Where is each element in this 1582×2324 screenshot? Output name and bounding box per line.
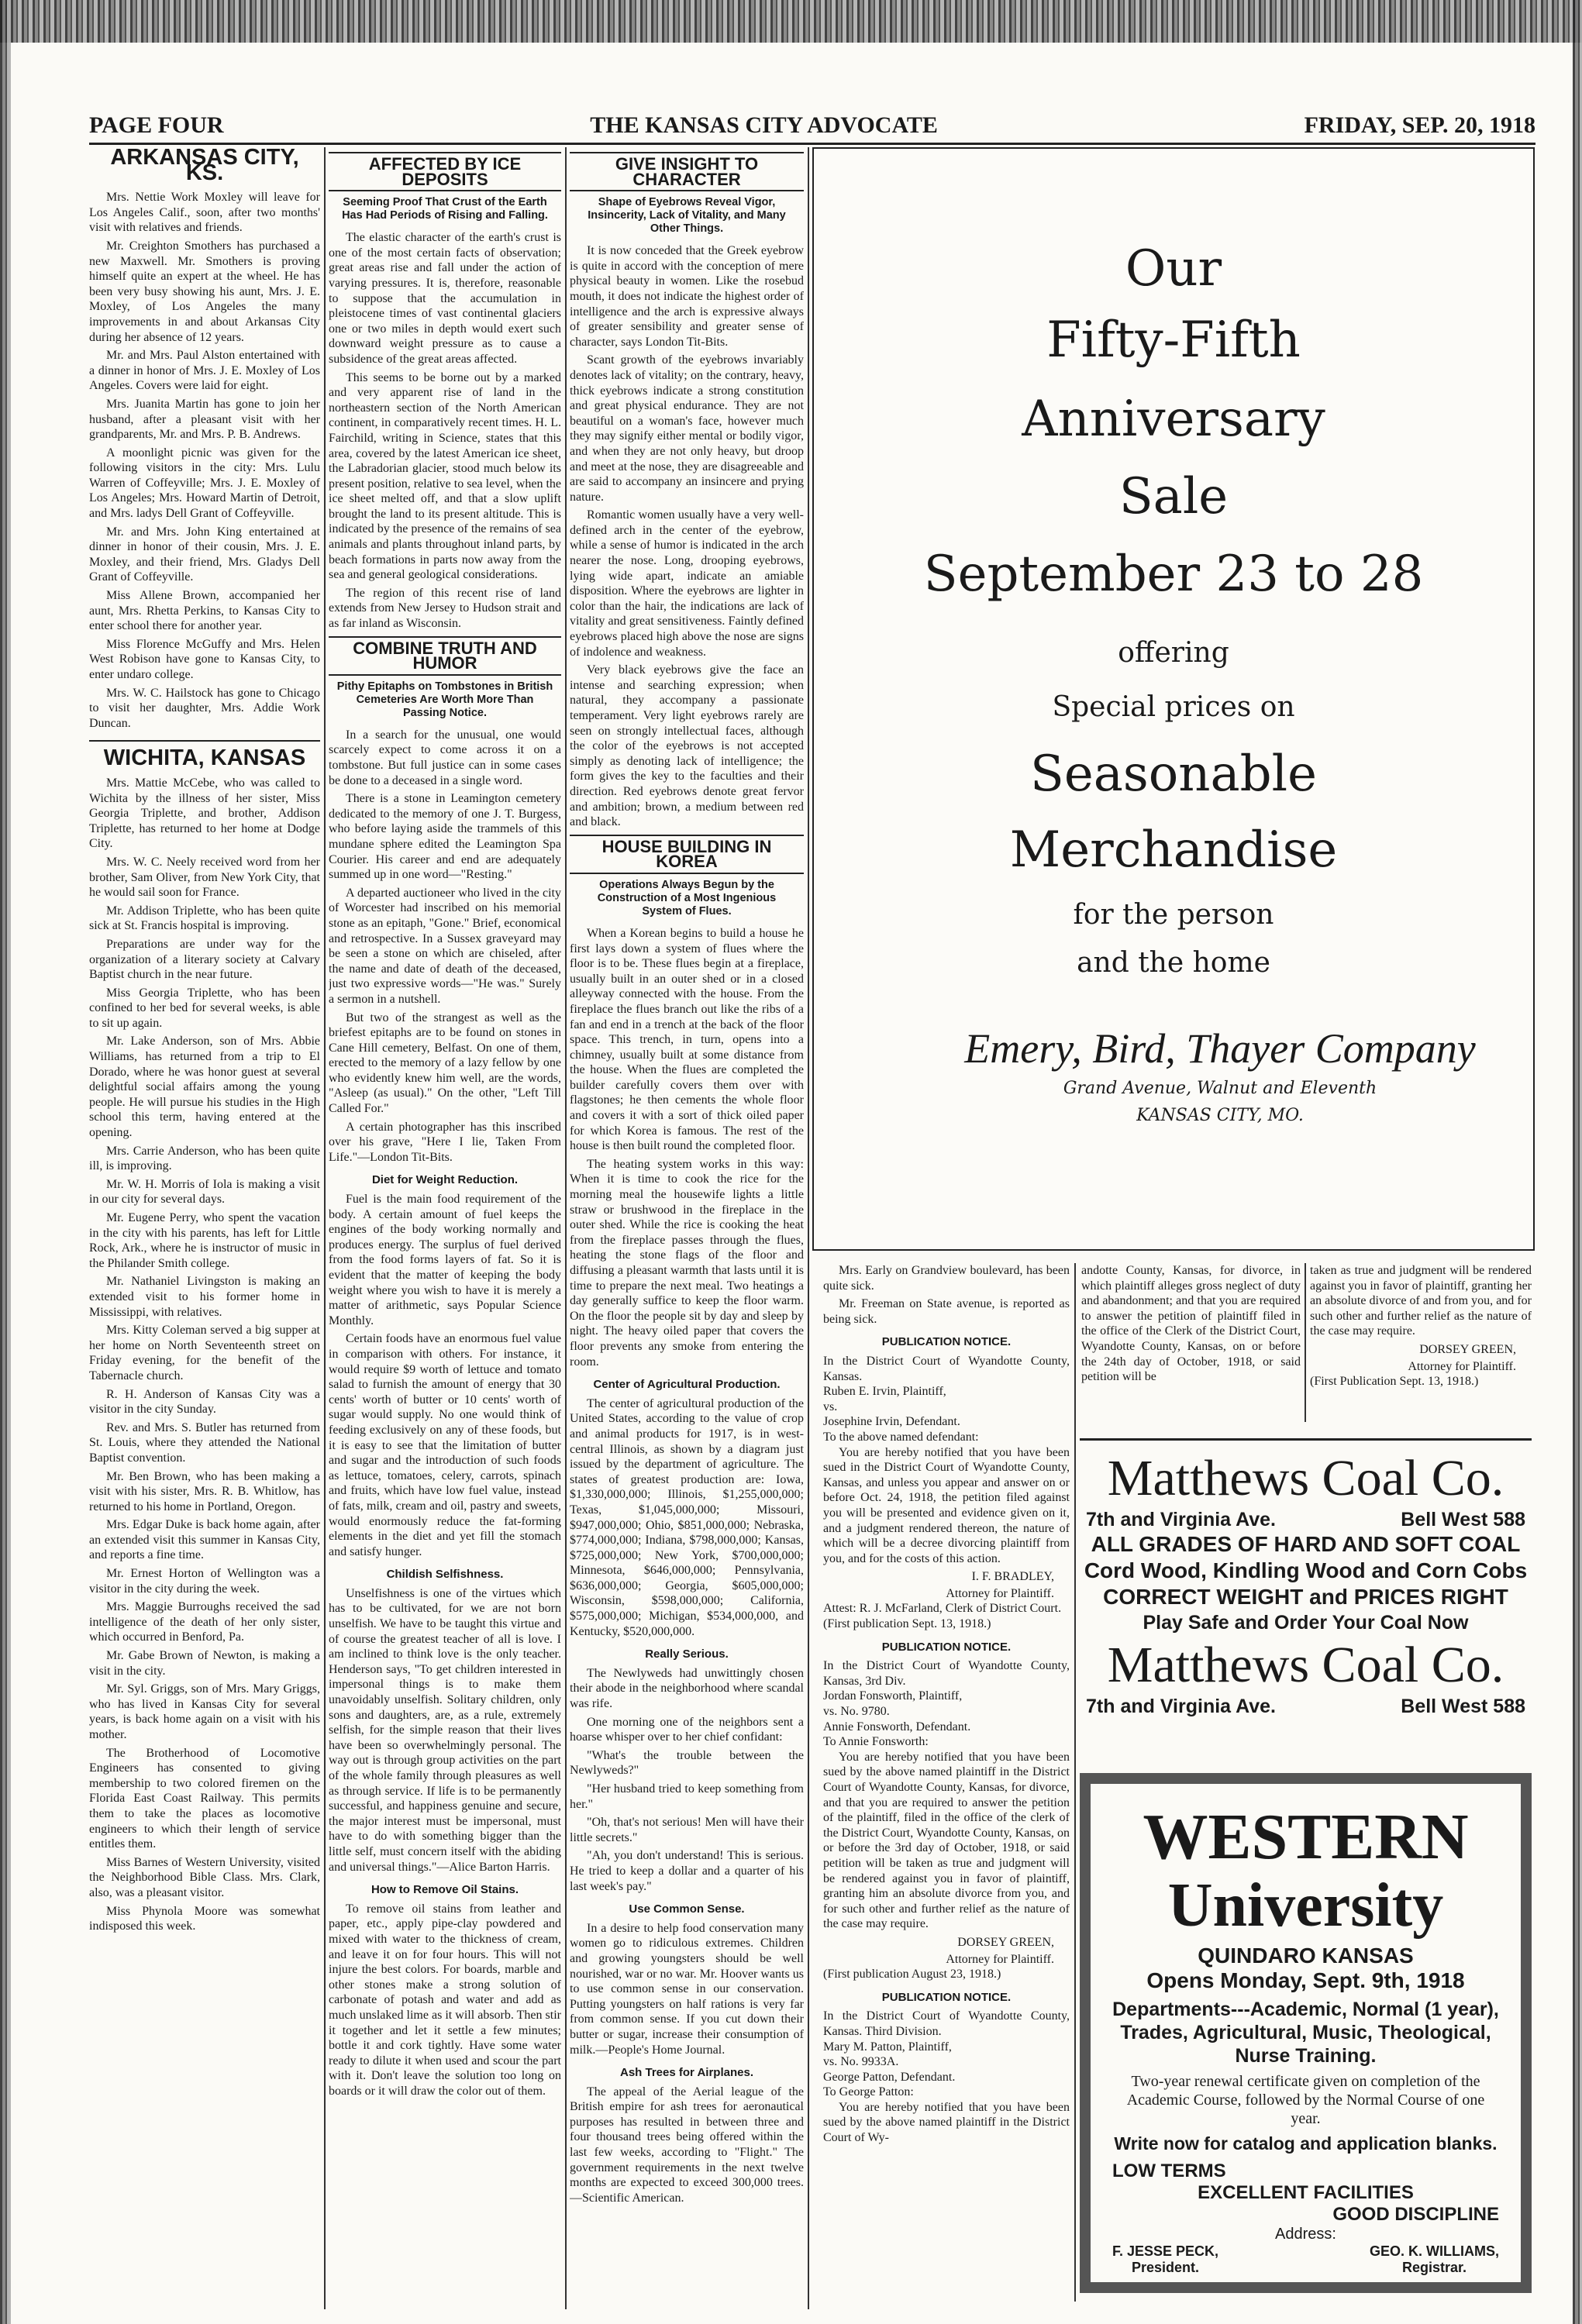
ad-fifty-fifth: Fifty-Fifth	[1046, 312, 1301, 369]
news-paragraph: Miss Barnes of Western University, visited the Neighborhood Bible Class. Mrs. Clark, also, was a pleasant visitor.	[89, 1855, 320, 1899]
news-paragraph: Mrs. W. C. Neely received word from her brother, Sam Oliver, from New York City, that he would sail soon for France.	[89, 855, 320, 900]
notice-3-caption	[823, 2009, 1070, 2100]
column-local-news	[89, 147, 320, 2309]
article-paragraph: One morning one of the neighbors sent a hoarse whisper over to her chief confidant:	[570, 1715, 804, 1744]
ad-and-the-home: and the home	[1077, 947, 1270, 979]
notice-caption-line: vs. No. 9933A.	[823, 2055, 899, 2069]
article-paragraph: In a search for the unusual, one would scarcely expect to come across it on a tombstone. But full justice can in some cases be done to a deceased in a single word.	[329, 728, 561, 787]
news-paragraph: Mrs. Juanita Martin has gone to join her husband, after a pleasant visit with her grandparents, Mr. and Mrs. P. B. Andrews.	[89, 397, 320, 442]
news-paragraph: Mr. Lake Anderson, son of Mrs. Abbie Williams, has returned from a trip to El Dorado, where he was honor guest at several delightful social affairs among the young people. He will pursue his studies in the High school this term, having entered at the opening.	[89, 1035, 320, 1140]
notice-3-continued: andotte County, Kansas, for divorce, in which plaintiff alleges gross neglect of duty and abandonment; and that you are required to answer the petition of plaintiff filed in the office of the Clerk of the District Court, Wyandotte County, Kansas, on or before the 24th day of October, 1918, or said petition will be	[1081, 1264, 1301, 1384]
article-paragraph: The heating system works in this way: When it is time to cook the rice for the morning meal the housewife lights a little straw or brushwood in the fireplace in the outer shed. While the rice is cooking the heat from the fireplace passes through the flues, heating the stone flags of the floor and diffusing a pleasant warmth that lasts until it is time to prepare the next meal. Two heatings a day generally suffice to keep the floor warm. On the floor the people sit by day and sleep by night. The heavy oiled paper that covers the floor prevents any smoke from entering the room.	[570, 1157, 804, 1369]
newspaper-title: THE KANSAS CITY ADVOCATE	[590, 112, 938, 138]
western-university-ad-body	[1091, 1784, 1521, 2295]
ad-special-prices: Special prices on	[1052, 691, 1295, 723]
serious-article	[570, 1666, 804, 1894]
article-paragraph: The Newlyweds had unwittingly chosen their abode in the neighborhood where scandal was rife.	[570, 1666, 804, 1711]
news-paragraph: Mr. Creighton Smothers has purchased a new Maxwell. Mr. Smothers is proving himself quite an expert at the wheel. He has been very busy showing his aunt, Mrs. J. E. Moxley, of Los Angeles the many improvements in and about Arkansas City during her absence of 12 years.	[89, 239, 320, 344]
page-number: PAGE FOUR	[89, 112, 224, 138]
korea-headline: HOUSE BUILDING IN KOREA	[570, 835, 804, 874]
combine-truth-article	[329, 728, 561, 1165]
article-paragraph: "What's the trouble between the Newlyweds?"	[570, 1748, 804, 1778]
agri-headline: Center of Agricultural Production.	[593, 1378, 781, 1392]
combine-truth-subhead: Pithy Epitaphs on Tombstones in British Cemeteries Are Worth More Than Passing Notice.	[336, 680, 553, 719]
wu-discipline: GOOD DISCIPLINE	[1332, 2204, 1499, 2225]
store-city: KANSAS CITY, MO.	[1136, 1106, 1304, 1125]
ice-deposits-subhead: Seeming Proof That Crust of the Earth Has Had Periods of Rising and Falling.	[342, 196, 548, 222]
news-paragraph: R. H. Anderson of Kansas City was a visitor in the city Sunday.	[89, 1387, 320, 1417]
ad-dates: September 23 to 28	[923, 546, 1424, 603]
wu-officers	[1112, 2243, 1499, 2276]
coal-contact-row-repeat	[1080, 1696, 1532, 1718]
top-edge-scan-noise	[0, 0, 1582, 43]
common-sense-article	[570, 1921, 804, 2057]
legal-notices-column-1	[823, 1263, 1070, 2302]
news-paragraph: Mrs. Edgar Duke is back home again, after an extended visit this summer in Kansas City, and reports a fine time.	[89, 1518, 320, 1562]
local-note: Mr. Freeman on State avenue, is reported as being sick.	[823, 1297, 1070, 1326]
notice-1-attorney: I. F. BRADLEY,	[971, 1570, 1054, 1584]
notice-2-publication: (First publication August 23, 1918.)	[823, 1968, 1001, 1981]
news-paragraph: The Brotherhood of Locomotive Engineers has consented to giving membership to two colored firemen on the Florida East Coast Railway. This permits them to take the places as locomotive engineers to which their length of service entitles them.	[89, 1746, 320, 1851]
article-paragraph: When a Korean begins to build a house he first lays down a system of flues where the floor is to be. These flues begin at a fireplace, usually built in an outer shed or in a closed alleyway connected with the house. From the fireplace the flues branch out like the ribs of a fan and end in a trench at the back of the floor space. This trench, in turn, opens into a chimney, usually built at some distance from the house. When the flues are completed the builder carefully covers them over with flagstones; he then cements the whole floor and covers it with a sort of thick oiled paper for which Korea is famous. The rest of the house is then built round the completed floor.	[570, 926, 804, 1153]
notice-2-title: PUBLICATION NOTICE.	[881, 1640, 1012, 1654]
notice-2-attorney-role: Attorney for Plaintiff.	[946, 1952, 1054, 1966]
notice-1-title: PUBLICATION NOTICE.	[881, 1335, 1012, 1349]
news-paragraph: Miss Florence McGuffy and Mrs. Helen West Robison have gone to Kansas City, to enter undaro college.	[89, 637, 320, 681]
western-university-ad	[1080, 1773, 1532, 2293]
article-paragraph: In a desire to help food conservation many women go to ridiculous extremes. Children and growing youngsters should be well nourished, war or no war. Mr. Hoover wants us to use common sense in our conservation. Putting youngsters on half rations is very far from common sense. If you cut down their butter or sugar, increase their consumption of milk.—People's Home Journal.	[570, 1921, 804, 2057]
notice-3-title: PUBLICATION NOTICE.	[881, 1990, 1012, 2004]
article-paragraph: A certain photographer has this inscribed over his grave, "Here I lie, Taken From Life."—London Tit-Bits.	[329, 1120, 561, 1164]
notice-3-body: You are hereby notified that you have been sued by the above named plaintiff in the District Court of Wy-	[823, 2100, 1070, 2145]
diet-headline: Diet for Weight Reduction.	[371, 1173, 519, 1187]
notice-3-attorney: DORSEY GREEN,	[1419, 1342, 1516, 1356]
notice-caption-line: vs. No. 9780.	[823, 1705, 890, 1719]
wu-facilities: EXCELLENT FACILITIES	[1198, 2182, 1414, 2203]
column-rule	[324, 147, 326, 2309]
arkansas-city-title: ARKANSAS CITY, KS.	[110, 147, 299, 185]
store-address: Grand Avenue, Walnut and Eleventh	[1063, 1079, 1377, 1098]
article-paragraph: Unselfishness is one of the virtues which has to be cultivated, for we are not born unselfish. We have to be taught this virtue and of course the greatest teacher of all is love. I am inclined to think love is the only teacher. Henderson says, "To get children interested in impersonal things is to make them unavoidably unselfish. Solitary children, only sons and daughters, are, as a rule, extremely selfish, for the simple reason that their lives have been so overwhelmingly personal. The way out is through group activities on the part of the whole family through pleasures as well as through service. If life is to be permanently successful, and happiness genuine and secure, the major interest must be impersonal, must have to do with something bigger than the little self, must concern itself with the abiding and universal things."—Alice Barton Harris.	[329, 1586, 561, 1874]
coal-line-1: ALL GRADES OF HARD AND SOFT COAL	[1091, 1532, 1521, 1556]
ad-sale: Sale	[1118, 468, 1229, 525]
wu-president-title: President.	[1132, 2260, 1200, 2275]
wu-low-terms: LOW TERMS	[1112, 2160, 1226, 2181]
coal-phone-repeat: Bell West 588	[1401, 1696, 1525, 1717]
oil-stains-headline: How to Remove Oil Stains.	[371, 1883, 519, 1897]
news-paragraph: Mrs. W. C. Hailstock has gone to Chicago to visit her daughter, Mrs. Addie Work Duncan.	[89, 686, 320, 730]
notice-2-caption	[823, 1658, 1070, 1750]
coal-company-name: Matthews Coal Co.	[1107, 1450, 1504, 1506]
article-paragraph: The region of this recent rise of land extends from New Jersey to Hudson strait and as far inland as Wisconsin.	[329, 586, 561, 631]
ash-trees-article	[570, 2085, 804, 2206]
korea-subhead: Operations Always Begun by the Construction of a Most Ingenious System of Flues.	[597, 878, 777, 918]
notice-caption-line: Jordan Fonsworth, Plaintiff,	[823, 1689, 963, 1703]
news-paragraph: Mr. Gabe Brown of Newton, is making a visit in the city.	[89, 1649, 320, 1678]
wu-registrar-name: GEO. K. WILLIAMS,	[1370, 2243, 1499, 2259]
arkansas-city-news	[89, 190, 320, 731]
article-paragraph: The appeal of the Aerial league of the British empire for ash trees for aeronautical purposes has resulted in between three and four thousand trees being offered within the last few weeks, according to "Flight." The government requirements in the next twelve months are expected to exceed 300,000 trees.—Scientific American.	[570, 2085, 804, 2205]
notice-caption-line: To Annie Fonsworth:	[823, 1735, 929, 1749]
notice-1-attest: Attest: R. J. McFarland, Clerk of District Court.	[823, 1602, 1062, 1616]
wu-president	[1112, 2243, 1218, 2276]
news-paragraph: Mr. Ben Brown, who has been making a visit with his sister, Mrs. R. B. Whitlow, has returned to his home in Portland, Oregon.	[89, 1469, 320, 1513]
article-paragraph: It is now conceded that the Greek eyebrow is quite in accord with the conception of mere physical beauty in women. Like the rosebud mouth, it does not indicate the highest order of intelligence and the arch is expressive always of greater sensibility and greater sense of character, says London Tit-Bits.	[570, 244, 804, 349]
news-paragraph: Rev. and Mrs. S. Butler has returned from St. Louis, where they attended the National Baptist convention.	[89, 1420, 320, 1465]
article-paragraph: The elastic character of the earth's crust is one of the most certain facts of observation; great areas rise and fall under the action of varying pressures. It is, therefore, reasonable to suppose that the accumulation in pleistocene times of vast continental glaciers one or two miles in depth would exert such downward weight pressure as to cause a subsidence of the great areas affected.	[329, 231, 561, 366]
notice-3-concluded: taken as true and judgment will be rendered against you in favor of plaintiff, granting her an absolute divorce of and from you, and for such other and further relief as the nature of the case may require.	[1310, 1264, 1532, 1338]
ad-merchandise: Merchandise	[1009, 821, 1338, 879]
notice-caption-line: To the above named defendant:	[823, 1430, 979, 1444]
wu-western: WESTERN	[1143, 1801, 1469, 1873]
agri-article	[570, 1396, 804, 1640]
childish-headline: Childish Selfishness.	[386, 1568, 504, 1582]
insight-subhead: Shape of Eyebrows Reveal Vigor, Insincerity, Lack of Vitality, and Many Other Things.	[588, 196, 786, 236]
article-paragraph: Certain foods have an enormous fuel value in comparison with others. For instance, it would require $9 worth of lettuce and tomato salad to furnish the amount of energy that 30 cents' worth of butter or 10 cents' worth of sugar would supply. No one would think of feeding exclusively on any of these foods, but it is easy to see that the limitation of butter and sugar and the introduction of such foods as lettuce, tomatoes, celery, carrots, spinach and fruits, which have low fuel value, instead of fats, milk, cream and oil, pastry and sweets, would enormously reduce the fat-forming elements in the diet and yet fill the stomach and satisfy hunger.	[329, 1332, 561, 1558]
coal-line-4: Play Safe and Order Your Coal Now	[1143, 1612, 1469, 1634]
ad-for-the-person: for the person	[1073, 899, 1274, 931]
insight-headline: GIVE INSIGHT TO CHARACTER	[570, 152, 804, 191]
news-paragraph: Miss Georgia Triplette, who has been confined to her bed for several weeks, is able to sit up again.	[89, 986, 320, 1030]
coal-line-2: Cord Wood, Kindling Wood and Corn Cobs	[1084, 1558, 1528, 1582]
article-paragraph: Scant growth of the eyebrows invariably denotes lack of vitality; on the contrary, heavy, thick eyebrows indicate a strong constitution and great physical endurance. They are not beautiful on a woman's face, however much they may signify either mental or bodily vigor, and when they are not only heavy, but droop and meet at the nose, they are disagreeable and are said to accompany an insincere and prying nature.	[570, 353, 804, 504]
article-paragraph: "Her husband tried to keep something from her."	[570, 1782, 804, 1811]
news-paragraph: Preparations are under way for the organization of a literary society at Calvary Baptist church in the near future.	[89, 937, 320, 982]
childish-article	[329, 1586, 561, 1875]
news-paragraph: Mrs. Carrie Anderson, who has been quite ill, is improving.	[89, 1144, 320, 1173]
coal-phone: Bell West 588	[1401, 1509, 1525, 1530]
column-features-2	[570, 147, 804, 2309]
article-paragraph: But two of the strangest as well as the briefest epitaphs are to be found on stones in Cane Hill cemetery, Belfast. On one of them, erected to the memory of a lazy fellow by one who evidently knew him well, are the words, "Asleep (as usual)." On the other, "Left Till Called For."	[329, 1011, 561, 1116]
article-paragraph: A departed auctioneer who lived in the city of Worcester had inscribed on his memorial stone as an epitaph, "Gone." Brief, economical and retrospective. In a Sussex graveyard may be seen a stone on which are chiseled, after the name and date of death of the deceased, just two expressive words—"He was." Surely a sermon in a nutshell.	[329, 886, 561, 1006]
oil-stains-article	[329, 1902, 561, 2099]
notice-2-body: You are hereby notified that you have been sued by the above named plaintiff in the District Court of Wyandotte County, Kansas, for divorce, and that you are required to answer the petition of the plaintiff, filed in the office of the clerk of the District Court, Wyandotte County, Kansas, on or before the 3rd day of October, 1918, or said petition will be taken as true and judgment will be rendered against you in favor of plaintiff, granting him an absolute divorce from you, and for such other and further relief as the nature of the case may require.	[823, 1750, 1070, 1931]
combine-truth-headline: COMBINE TRUTH AND HUMOR	[329, 636, 561, 676]
ad-anniversary: Anniversary	[1022, 391, 1325, 448]
left-edge-scan-noise	[0, 0, 11, 2324]
news-paragraph: Mrs. Nettie Work Moxley will leave for Los Angeles Calif., soon, after two months' visit with relatives and friends.	[89, 191, 320, 235]
wichita-title: WICHITA, KANSAS	[103, 745, 306, 771]
right-edge-scan-noise	[1573, 0, 1582, 2324]
serious-headline: Really Serious.	[645, 1647, 729, 1661]
wu-registrar-title: Registrar.	[1401, 2260, 1467, 2275]
column-rule	[1305, 1263, 1306, 1422]
ad-seasonable: Seasonable	[1030, 745, 1317, 803]
notice-caption-line: Mary M. Patton, Plaintiff,	[823, 2040, 952, 2054]
column-features-1	[329, 147, 561, 2309]
notice-caption-line: Ruben E. Irvin, Plaintiff,	[823, 1385, 946, 1399]
article-paragraph: Fuel is the main food requirement of the body. A certain amount of fuel keeps the engines of the body working normally and produces energy. The surplus of fuel derived from the food forms layers of fat. So it is evident that the matter of keeping the body weight where you wish to have it is merely a matter of arithmetic, says Popular Science Monthly.	[329, 1193, 561, 1327]
notice-caption-line: In the District Court of Wyandotte County, Kansas, 3rd Div.	[823, 1659, 1070, 1688]
wu-university: University	[1167, 1871, 1444, 1940]
news-paragraph: Mr. Eugene Perry, who spent the vacation in the city with his parents, has left for Little Rock, Ark., where he is instructor of music in the Philander Smith college.	[89, 1211, 320, 1270]
coal-address: 7th and Virginia Ave.	[1086, 1509, 1276, 1530]
ash-trees-headline: Ash Trees for Airplanes.	[619, 2066, 753, 2080]
news-paragraph: Mrs. Maggie Burroughs received the sad intelligence of the death of her only sister, which occurred in Benford, Pa.	[89, 1600, 320, 1644]
wu-address-label: Address:	[1275, 2226, 1336, 2243]
notice-caption-line: In the District Court of Wyandotte County, Kansas. Third Division.	[823, 2009, 1070, 2038]
article-paragraph: Romantic women usually have a very well-defined arch in the center of the eyebrow, while a sense of humor is indicated in the arch nearer the nose. Long, drooping eyebrows, lying wide apart, indicate an amiable disposition. Where the eyebrows are lighter in color than the hair, the indications are lack of vitality and great sensitiveness. Faintly defined eyebrows placed high above the nose are signs of indolence and weakness.	[570, 508, 804, 659]
column-rule	[808, 147, 809, 2309]
issue-date: FRIDAY, SEP. 20, 1918	[1304, 112, 1535, 138]
article-paragraph: This seems to be borne out by a marked and very apparent rise of land in the northeastern section of the North American continent, in comparatively recent times. H. L. Fairchild, writing in Science, states that this area, covered by the latest American ice sheet, the Labradorian glacier, stood much below its present position, relative to sea level, when the ice sheet melted off, and that a slow uplift brought the land to its present altitude. This is indicated by the presence of the remains of sea animals and plants throughout inland parts, by beach formations in parts now away from the sea and general geological considerations.	[329, 370, 561, 582]
news-paragraph: Miss Allene Brown, accompanied her aunt, Mrs. Rhetta Perkins, to Kansas City to enter school there for another year.	[89, 589, 320, 633]
notice-1-body: You are hereby notified that you have been sued in the District Court of Wyandotte County, Kansas, and unless you appear and answer on or before Oct. 24, 1918, the petition filed against you will be presented and evidence given on it, and a judgment rendered thereon, the nature of which will be a decree divorcing plaintiff from you, and for the costs of this action.	[823, 1445, 1070, 1565]
news-paragraph: A moonlight picnic was given for the following visitors in the city: Mrs. Lulu Warren of Coffeyville; Mrs. J. E. Moxley of Los Angeles; Mrs. Howard Martin of Detroit, and Mrs. ladys Dell Grant of Coffeyville.	[89, 446, 320, 521]
article-paragraph: There is a stone in Leamington cemetery dedicated to the memory of one J. T. Burgess, who before laying aside the trammels of this mundane sphere edited the Leamington Spa Courier. His career and end are adequately summed up in one word—"Resting."	[329, 792, 561, 882]
wu-departments: Departments---Academic, Normal (1 year), Trades, Agricultural, Music, Theological, Nurse Training.	[1112, 1999, 1499, 2067]
coal-address-repeat: 7th and Virginia Ave.	[1086, 1696, 1276, 1717]
article-paragraph: "Ah, you don't understand! This is serious. He tried to keep a dollar and a quarter of his last week's pay."	[570, 1849, 804, 1893]
coal-company-name-repeat: Matthews Coal Co.	[1107, 1637, 1504, 1693]
notice-1-publication: (First publication Sept. 13, 1918.)	[823, 1617, 991, 1631]
wichita-news	[89, 776, 320, 1934]
local-note: Mrs. Early on Grandview boulevard, has been quite sick.	[823, 1264, 1070, 1293]
column-rule	[1074, 1263, 1076, 2302]
article-paragraph: Very black eyebrows give the face an intense and searching expression; when natural, they accompany a passionate temperament. Very light eyebrows rarely are seen on strongly intellectual faces, although the color of the eyebrows is not accepted simply as denoting lack of intelligence; the form gives the key to the faculties and their direction. Red eyebrows denote great fervor and ambition; brown, a medium between red and black.	[570, 663, 804, 829]
local-notes	[823, 1263, 1070, 1327]
wu-renewal: Two-year renewal certificate given on completion of the Academic Course, followed by the Normal Course of one year.	[1126, 2073, 1485, 2127]
ice-deposits-article	[329, 230, 561, 631]
news-paragraph: Miss Phynola Moore was somewhat indisposed this week.	[89, 1904, 320, 1933]
notice-3-attorney-role: Attorney for Plaintiff.	[1408, 1359, 1516, 1373]
coal-contact-row	[1080, 1509, 1532, 1531]
notice-1-attorney-role: Attorney for Plaintiff.	[946, 1586, 1054, 1600]
news-paragraph: Mr. Ernest Horton of Wellington was a visitor in the city during the week.	[89, 1567, 320, 1596]
insight-article	[570, 243, 804, 830]
wu-write-now: Write now for catalog and application blanks.	[1114, 2133, 1498, 2154]
article-paragraph: The center of agricultural production of the United States, according to the value of crop and animal products for 1917, is in west-central Illinois, as shown by a diagram just issued by the department of agriculture. The states of greatest production are: Iowa, $1,330,000,000; Illinois, $1,255,000,000; Texas, $1,045,000,000; Missouri, $947,000,000; Ohio, $851,000,000; Nebraska, $774,000,000; Indiana, $798,000,000; Kansas, $725,000,000; New York, $700,000,000; Minnesota, $646,000,000; Pennsylvania, $636,000,000; Georgia, $605,000,000; Wisconsin, $598,000,000; California, $575,000,000; Michigan, $534,000,000, and Kentucky, $520,000,000.	[570, 1396, 804, 1638]
masthead	[89, 108, 1535, 145]
wu-location: QUINDARO KANSAS	[1198, 1944, 1414, 1968]
anniversary-sale-ad	[812, 147, 1535, 1251]
news-paragraph: Mr. Addison Triplette, who has been quite sick at St. Francis hospital is improving.	[89, 904, 320, 933]
notice-caption-line: vs.	[823, 1400, 838, 1413]
store-signature: Emery, Bird, Thayer Company	[964, 1025, 1476, 1072]
news-paragraph: Mrs. Mattie McCebe, who was called to Wichita by the illness of her sister, Miss Georgia Triplette, and brother, Addison Triplette, has returned to her home at Dodge City.	[89, 776, 320, 851]
common-sense-headline: Use Common Sense.	[629, 1902, 745, 1916]
news-paragraph: Mr. and Mrs. John King entertained at dinner in honor of their cousin, Mrs. J. E. Moxley, and their friend, Mrs. Gladys Dell Grant of Coffeyville.	[89, 525, 320, 584]
legal-notices-column-2	[1081, 1263, 1301, 1422]
news-paragraph: Mr. and Mrs. Paul Alston entertained with a dinner in honor of Mrs. J. E. Moxley of Los Angeles. Covers were laid for eight.	[89, 349, 320, 393]
news-paragraph: Mr. W. H. Morris of Iola is making a visit in our city for several days.	[89, 1177, 320, 1207]
ad-our: Our	[1125, 240, 1222, 298]
column-rule	[565, 147, 567, 2309]
notice-2-attorney: DORSEY GREEN,	[957, 1935, 1054, 1949]
notice-caption-line: George Patton, Defendant.	[823, 2070, 956, 2084]
diet-article	[329, 1192, 561, 1559]
wu-president-name: F. JESSE PECK,	[1112, 2243, 1219, 2259]
wu-registrar	[1370, 2243, 1499, 2276]
ad-offering: offering	[1118, 637, 1229, 669]
notice-caption-line: Annie Fonsworth, Defendant.	[823, 1720, 971, 1734]
news-paragraph: Mrs. Kitty Coleman served a big supper at her home on North Seventeenth street on Friday evening, for the benefit of the Tabernacle church.	[89, 1324, 320, 1382]
article-paragraph: "Oh, that's not serious! Men will have their little secrets."	[570, 1816, 804, 1844]
notice-caption-line: In the District Court of Wyandotte County, Kansas.	[823, 1354, 1070, 1383]
coal-line-3: CORRECT WEIGHT and PRICES RIGHT	[1103, 1585, 1508, 1609]
notice-1-caption	[823, 1354, 1070, 1445]
news-paragraph: Mr. Syl. Griggs, son of Mrs. Mary Griggs, who has lived in Kansas City for several years, is back home again on a visit with his mother.	[89, 1682, 320, 1741]
notice-3-publication: (First Publication Sept. 13, 1918.)	[1310, 1375, 1479, 1389]
article-paragraph: To remove oil stains from leather and paper, etc., apply pipe-clay powdered and mixed with water to the thickness of cream, and leave it on for four hours. This will not injure the best colors. For boards, marble and other stones make a strong solution of carbonate of potash and water and add as much unslaked lime as it will absorb. Then stir it together and let it settle a few minutes; bottle it and cork tightly. Have some water ready to dilute it when used and scour the part with it. Don't leave the solution too long on boards or it will draw the color out of them.	[329, 1902, 561, 2098]
news-paragraph: Mr. Nathaniel Livingston is making an extended visit to his former home in Mississippi, with relatives.	[89, 1275, 320, 1319]
coal-company-ad	[1080, 1438, 1532, 1763]
korea-article	[570, 926, 804, 1369]
ice-deposits-headline: AFFECTED BY ICE DEPOSITS	[329, 152, 561, 191]
notice-caption-line: Josephine Irvin, Defendant.	[823, 1415, 960, 1429]
wu-opening-date: Opens Monday, Sept. 9th, 1918	[1146, 1968, 1465, 1992]
legal-notices-column-3	[1310, 1263, 1532, 1422]
notice-caption-line: To George Patton:	[823, 2085, 914, 2099]
